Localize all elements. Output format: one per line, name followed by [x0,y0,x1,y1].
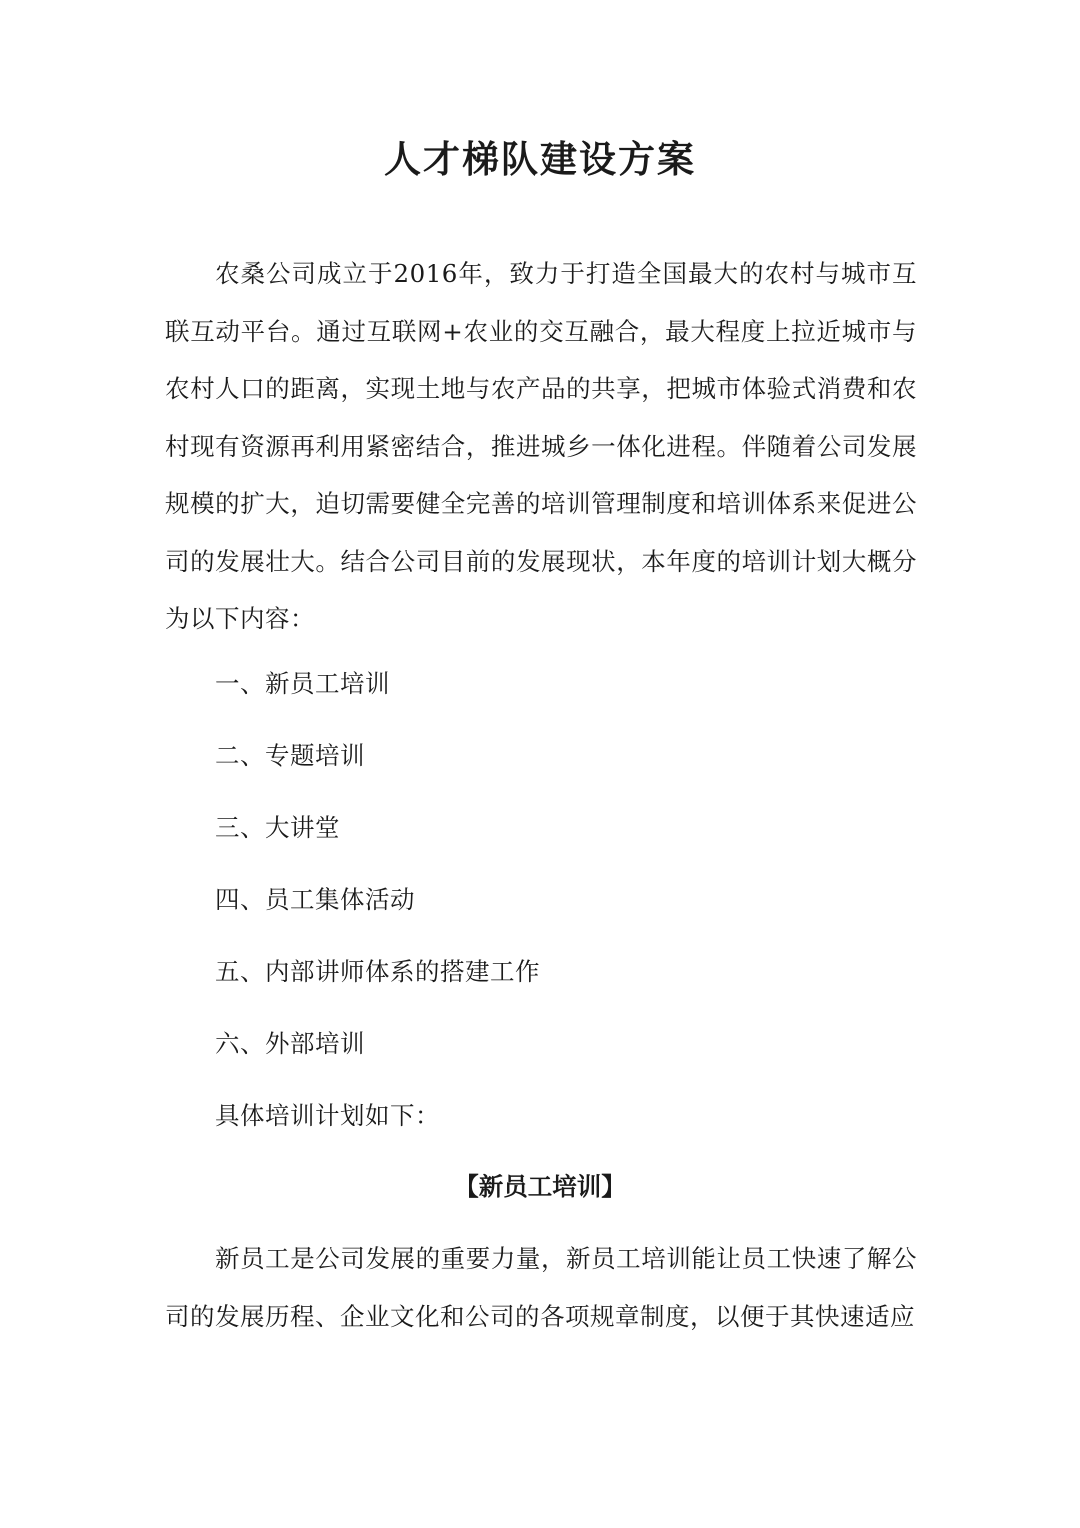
list-item: 三、大讲堂 [215,813,340,842]
list-item: 二、专题培训 [215,741,365,770]
section-heading-new-staff: 【新员工培训】 [454,1172,626,1201]
new-staff-paragraph: 新员工是公司发展的重要力量，新员工培训能让员工快速了解公司的发展历程、企业文化和公司的各项规章制度，以便于其快速适应 [165,1244,917,1331]
list-item: 一、新员工培训 [215,669,390,698]
plan-intro-text: 具体培训计划如下： [215,1101,440,1130]
list-item: 四、员工集体活动 [215,885,415,914]
intro-paragraph: 农桑公司成立于2016年，致力于打造全国最大的农村与城市互联互动平台。通过互联网+农业的交互融合，最大程度上拉近城市与农村人口的距离，实现土地与农产品的共享，把城市体验式消费和农村现有资源再利用紧密结合，推进城乡一体化进程。伴随着公司发展规模的扩大，迫切需要健全完善的培训管理制度和培训体系来促进公司的发展壮大。结合公司目前的发展现状，本年度的培训计划大概分为以下内容： [165,259,917,633]
document-title: 人才梯队建设方案 [384,137,696,181]
list-item: 六、外部培训 [215,1029,365,1058]
list-item: 五、内部讲师体系的搭建工作 [215,957,540,986]
